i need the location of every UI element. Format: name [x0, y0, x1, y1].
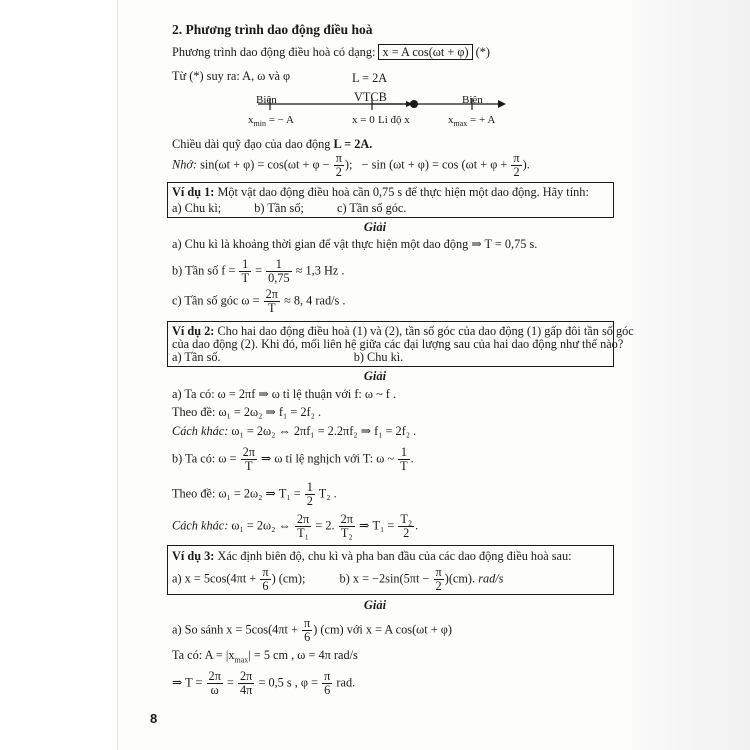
solution1-c: [172, 288, 345, 315]
sol2-b3-end: .: [415, 518, 419, 533]
example2-text1: Cho hai dao động điều hoà (1) và (2), tần số góc của dao động (1) gấp đôi tần số góc: [217, 324, 634, 338]
equation-intro: [172, 44, 490, 60]
left-bien-label: Biên: [256, 94, 277, 106]
ex3-b-pre: b) x = −2sin(5πt −: [339, 571, 430, 586]
sol1-c-end: ≈ 8, 4 rad/s .: [284, 293, 346, 308]
sol3-line3-frac2-den: 4π: [240, 683, 253, 697]
sol2-b1-mid: ⇒ ω tỉ lệ nghịch với T: ω ~: [261, 451, 395, 466]
note-frac2: [511, 152, 521, 179]
sol1-c-pre: c) Tần số góc ω =: [172, 293, 260, 308]
solution1-heading: Giải: [363, 220, 387, 234]
example1-label: Ví dụ 1:: [172, 185, 215, 199]
sol3-line2-end: | = 5 cm , ω = 4π rad/s: [248, 648, 358, 662]
sol2-b1-frac2-num: 1: [398, 446, 410, 460]
example1-option-a: a) Chu kì;: [172, 201, 222, 215]
xmin-sub: min: [253, 119, 266, 129]
sol2-b3-label: Cách khác:: [172, 518, 229, 533]
solution2-b1: [172, 446, 414, 473]
example2-line2: của dao động (2). Khi đó, mối liên hệ giữa các đại lượng sau của hai dao động như thế nào?: [172, 337, 624, 351]
length-label: L = 2A: [352, 71, 388, 85]
sol1-b-mid: =: [255, 263, 263, 278]
sol2-b2-frac-num: 1: [306, 480, 313, 494]
sol1-b-frac2-den: 0,75: [268, 271, 290, 285]
ex3-a-frac-num: π: [262, 565, 269, 579]
xmax-x: x: [448, 114, 454, 126]
sol2-b2-frac-den: 2: [306, 494, 313, 508]
lido-label: Li độ x: [378, 114, 410, 126]
sol3-line3-frac2: [238, 670, 254, 697]
sol2-b3-frac2-num: 2π: [340, 512, 353, 526]
sol1-b-frac1-den: T: [241, 271, 249, 285]
sol1-b-frac2-num: 1: [266, 258, 292, 272]
solution3-line2: [172, 647, 358, 668]
orbit-length: [172, 136, 372, 152]
ex3-b-frac-num: π: [435, 565, 442, 579]
sol2-b1-frac2-den: T: [400, 459, 408, 473]
note-part2-end: ).: [522, 157, 530, 172]
sol2-b3-frac2-den: T₂: [340, 526, 353, 540]
solution1-b: [172, 258, 344, 285]
sol3-a-pre: a) So sánh x = 5cos(4πt +: [172, 622, 298, 637]
ex3-b-unit: rad/s: [478, 571, 504, 586]
solution2-b3: [172, 513, 418, 540]
ex3-b-frac: [434, 566, 444, 593]
sol3-line2-text: Ta có: A = |x: [172, 648, 235, 662]
sol3-line3-frac1-den: ω: [210, 683, 219, 697]
sol3-a-frac-den: 6: [304, 630, 311, 644]
xmax-value: = + A: [467, 114, 496, 126]
sol2-b2-frac: [305, 481, 315, 508]
sol2-b3-mid: = 2.: [315, 518, 335, 533]
note-frac1: [334, 152, 344, 179]
example3-question: [172, 548, 572, 564]
sol3-line3-frac1: [207, 670, 223, 697]
note-part1: sin(ωt + φ) = cos(ωt + φ −: [200, 157, 330, 172]
sol3-line3-pre: ⇒ T =: [172, 675, 203, 690]
ex3-a-frac: [260, 566, 270, 593]
sol3-line3-eq: =: [226, 675, 234, 690]
note-part2: − sin (ωt + φ) = cos (ωt + φ +: [361, 157, 508, 172]
solution3-line3: [172, 670, 355, 697]
sol2-b1-pre: b) Ta có: ω =: [172, 451, 237, 466]
note-frac2-den: 2: [513, 165, 520, 179]
sol1-c-frac-num: 2π: [265, 287, 278, 301]
example1-question: [172, 184, 589, 200]
xmin-value: = − A: [265, 114, 294, 126]
orbit-text: Chiều dài quỹ đạo của dao động: [172, 137, 331, 151]
boxed-equation: x = A cos(ωt + φ): [378, 44, 472, 60]
equation-ref: (*): [475, 45, 491, 59]
section-title: 2. Phương trình dao động điều hoà: [172, 22, 373, 37]
sol2-b1-frac1-den: T: [244, 459, 253, 473]
sol2-b1-frac1: [241, 446, 257, 473]
mass-point: [410, 100, 418, 108]
xmin-x: x: [248, 114, 254, 126]
note-frac1-den: 2: [335, 165, 342, 179]
ex3-b-end: )(cm).: [444, 571, 476, 586]
orbit-bold: L = 2A.: [333, 137, 373, 151]
sol2-b3-frac3-num: T₂: [400, 512, 413, 526]
solution2-b2: [172, 481, 337, 508]
equation-intro-text: Phương trình dao động điều hoà có dạng:: [172, 45, 376, 59]
ex3-a-frac-den: 6: [262, 579, 269, 593]
example2-label: Ví dụ 2:: [172, 324, 215, 338]
sol3-line3-frac3-num: π: [324, 669, 331, 683]
sol3-line3-frac1-num: 2π: [208, 669, 221, 683]
sol1-b-end: ≈ 1,3 Hz .: [295, 263, 345, 278]
sol2-b3-frac3-den: 2: [403, 526, 410, 540]
sol2-a3-label: Cách khác:: [172, 424, 229, 438]
sol2-b3-frac1-num: 2π: [296, 512, 310, 526]
sol1-b-frac2: [266, 258, 292, 285]
vtcb-label: VTCB: [354, 90, 387, 104]
sol2-b1-frac2: [398, 446, 410, 473]
axis-arrowhead: [498, 100, 506, 108]
sol1-b-frac1: [239, 258, 251, 285]
sol3-line3-frac3: [322, 670, 332, 697]
sol2-b3-pre: ω₁ = 2ω₂ ⇔: [228, 518, 291, 533]
solution2-a1: a) Ta có: ω = 2πf ⇒ ω tỉ lệ thuận với f: ω ~ f .: [172, 387, 397, 401]
sol2-b3-frac2: [339, 513, 355, 540]
xzero-label: x = 0: [352, 114, 375, 126]
xmax-sub: max: [453, 119, 468, 129]
xmin-label: [248, 112, 294, 132]
example3-label: Ví dụ 3:: [172, 549, 215, 563]
note-frac2-num: π: [513, 151, 520, 165]
sol3-line3-frac3-den: 6: [324, 683, 331, 697]
sol2-a3-text: ω₁ = 2ω₂ ⇔ 2πf₁ = 2.2πf₂ ⇒ f₁ = 2f₂ .: [228, 424, 417, 438]
page-number: 8: [150, 711, 158, 726]
example3-text: Xác định biên độ, chu kì và pha ban đầu của các dao động điều hoà sau:: [217, 549, 572, 563]
sol2-b3-frac1: [295, 513, 311, 540]
derive-text: Từ (*) suy ra: A, ω và φ: [172, 69, 291, 83]
sol3-line3-end: rad.: [336, 675, 356, 690]
sol3-a-end: ) (cm) với x = A cos(ωt + φ): [313, 622, 452, 637]
sol2-b1-frac1-num: 2π: [242, 445, 255, 459]
example2-option-b: b) Chu kì.: [353, 350, 404, 364]
note-line: [172, 152, 530, 179]
sol3-line2-sub: max: [234, 655, 249, 665]
xmax-label: [448, 112, 495, 132]
example2-options: [172, 349, 403, 365]
sol3-a-frac: [302, 617, 312, 644]
sol3-a-frac-num: π: [304, 616, 311, 630]
note-label: Nhớ:: [172, 157, 198, 172]
example1-option-b: b) Tần số;: [254, 201, 304, 215]
example1-text: Một vật dao động điều hoà cần 0,75 s để thực hiện một dao động. Hãy tính:: [217, 185, 589, 199]
ex3-b-frac-den: 2: [435, 579, 442, 593]
solution1-a: a) Chu kì là khoảng thời gian để vật thực hiện một dao động ⇒ T = 0,75 s.: [172, 237, 538, 251]
sol2-b3-frac3: [398, 513, 414, 540]
solution2-heading: Giải: [363, 369, 387, 383]
example3-options: [172, 566, 503, 593]
sol3-line3-frac2-num: 2π: [240, 669, 253, 683]
solution2-a3: [172, 423, 416, 439]
example1-options: [172, 200, 406, 216]
sol2-b1-end: .: [410, 451, 414, 466]
sol2-b2-end: T₂ .: [318, 486, 337, 501]
ex3-a-end: ) (cm);: [271, 571, 306, 586]
sol1-c-frac-den: T: [268, 301, 276, 315]
sol1-b-pre: b) Tần số f =: [172, 263, 236, 278]
solution3-heading: Giải: [363, 598, 387, 612]
note-part1-end: );: [344, 157, 353, 172]
note-frac1-num: π: [335, 151, 342, 165]
example1-option-c: c) Tần số góc.: [336, 201, 407, 215]
sol1-b-frac1-num: 1: [239, 258, 251, 272]
solution2-a2: Theo đề: ω₁ = 2ω₂ ⇒ f₁ = 2f₂ .: [172, 405, 322, 419]
right-bien-label: Biên: [462, 94, 483, 106]
sol3-line3-mid: = 0,5 s , φ =: [258, 675, 319, 690]
sol2-b3-frac1-den: T₁: [297, 526, 309, 540]
sol2-b3-mid2: ⇒ T₁ =: [359, 518, 395, 533]
example2-option-a: a) Tần số.: [172, 350, 221, 364]
ex3-a-pre: a) x = 5cos(4πt +: [172, 571, 257, 586]
sol2-b2-pre: Theo đề: ω₁ = 2ω₂ ⇒ T₁ =: [172, 486, 301, 501]
sol1-c-frac: [264, 288, 280, 315]
solution3-a: [172, 617, 452, 644]
